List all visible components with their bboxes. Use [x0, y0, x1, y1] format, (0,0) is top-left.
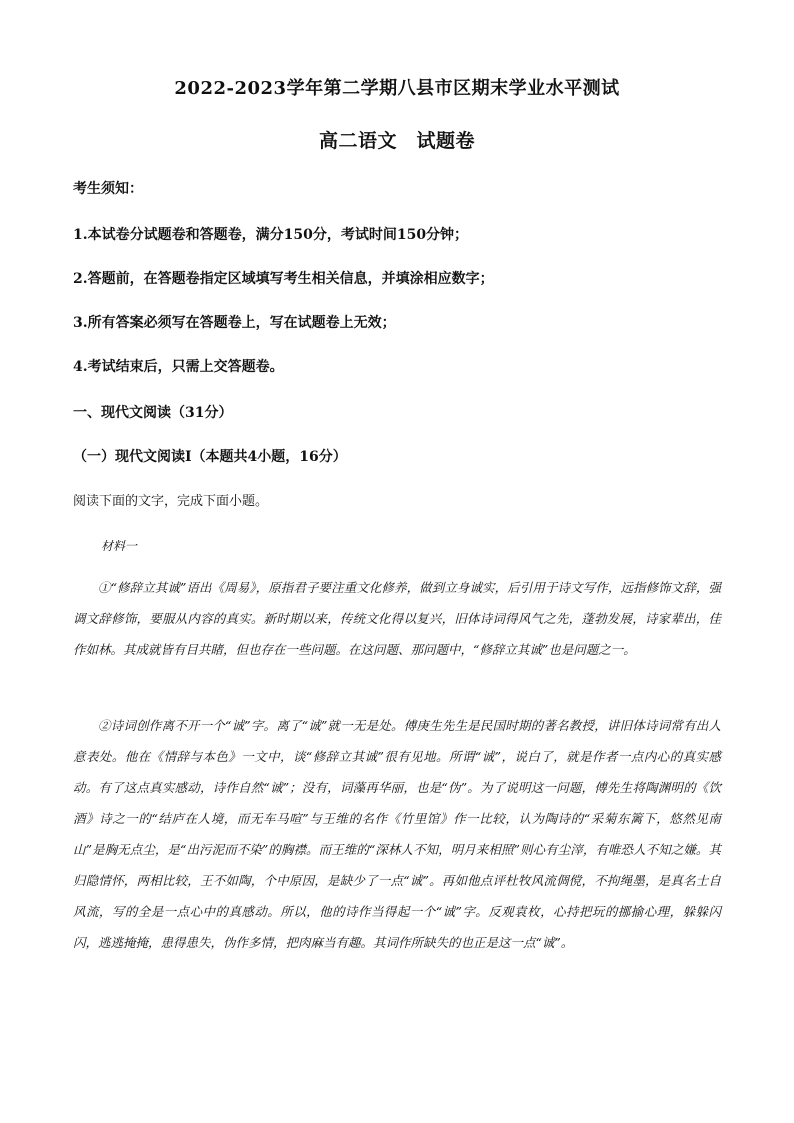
reading-instruction: 阅读下面的文字，完成下面小题。 [73, 494, 269, 509]
notice-heading: 考生须知： [73, 181, 143, 197]
paper-title: 高二语文 试题卷 [318, 130, 475, 152]
notice-rule: 1.本试卷分试题卷和答题卷，满分150分，考试时间150分钟； [73, 227, 469, 243]
material-label: 材料一 [101, 539, 138, 553]
subsection-title: （一）现代文阅读Ⅰ（本题共4小题，16分） [73, 449, 347, 465]
section-title: 一、现代文阅读（31分） [73, 405, 233, 421]
notice-rule: 4.考试结束后，只需上交答题卷。 [73, 359, 284, 375]
passage-paragraph: ②诗词创作离不开一个“诚”字。离了“诚”就一无是处。傅庚生先生是民国时期的著名教授，讲旧体诗词常有出人意表处。他在《情辞与本色》一文中，谈“修辞立其诚”很有见地。所谓“诚”，说白了，就是作者一点内心的真实感动。有了这点真实感动，诗作自然“诚”；没有，词藻再华丽，也是“伪”。为了说明这一问题，傅先生将陶渊明的《饮酒》诗之一的“结庐在人境，而无车马喧”与王维的名作《竹里馆》作一比较，认为陶诗的“采菊东篱下，悠然见南山”是胸无点尘，是“出污泥而不染”的胸襟。而王维的“深林人不知，明月来相照”则心有尘滓，有唯恐人不知之嫌。其归隐情怀，两相比较，王不如陶，个中原因，是缺少了一点“诚”。再如他点评杜牧风流倜傥，不拘绳墨，是真名士自风流，写的全是一点心中的真感动。所以，他的诗作当得起一个“诚”字。反观袁枚，心持把玩的挪揄心理，躲躲闪闪，逃逃掩掩，患得患失，伪作多情，把肉麻当有趣。其词作所缺失的也正是这一点“诚”。 [73, 718, 721, 950]
notice-rule: 2.答题前，在答题卷指定区域填写考生相关信息，并填涂相应数字； [73, 271, 494, 287]
notice-rule: 3.所有答案必须写在答题卷上，写在试题卷上无效； [73, 315, 396, 331]
passage-paragraph: ①“修辞立其诚”语出《周易》，原指君子要注重文化修养，做到立身诚实，后引用于诗文写作，远指修饰文辞，强调文辞修饰，要服从内容的真实。新时期以来，传统文化得以复兴，旧体诗词得风气之先，蓬勃发展，诗家辈出，佳作如林。其成就皆有目共睹，但也存在一些问题。在这问题、那问题中，“修辞立其诚”也是问题之一。 [73, 580, 721, 657]
exam-title: 2022-2023学年第二学期八县市区期末学业水平测试 [174, 78, 620, 99]
